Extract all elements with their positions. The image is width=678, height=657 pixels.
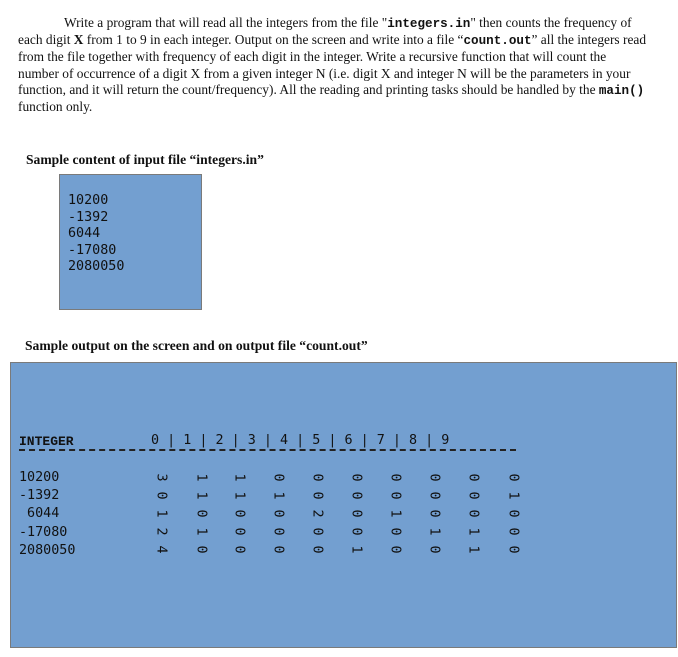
count-cell: 0 bbox=[309, 473, 325, 482]
count-cell: 0 bbox=[505, 545, 521, 554]
count-cell: 0 bbox=[348, 491, 364, 500]
desc-text-4: ” all the integers read from the file together with frequency of each digit in the integer. Write a recursive function that will count the number of occurrence of a digit X from a given integer N (i.e. digit X and integer N will be the parameters in your function, and it will return the count/frequency). All the reading and printing tasks should be handled by the bbox=[18, 32, 647, 97]
count-cell: 1 bbox=[231, 473, 247, 482]
problem-description bbox=[18, 15, 648, 115]
count-cell: 0 bbox=[505, 527, 521, 536]
input-line: -17080 bbox=[68, 242, 117, 258]
row-integer: -1392 bbox=[19, 488, 60, 504]
output-section-heading: Sample output on the screen and on output file “count.out” bbox=[25, 338, 368, 353]
count-cell: 0 bbox=[270, 473, 286, 482]
count-cell: 0 bbox=[153, 491, 169, 500]
digit-x: X bbox=[73, 32, 84, 48]
count-cell: 0 bbox=[426, 473, 442, 482]
count-cell: 0 bbox=[231, 545, 247, 554]
row-integer: 2080050 bbox=[19, 542, 76, 558]
count-cell: 0 bbox=[348, 509, 364, 518]
count-cell: 0 bbox=[348, 527, 364, 536]
input-lines bbox=[68, 193, 124, 276]
desc-text-1: Write a program that will read all the integers from the file " bbox=[64, 15, 388, 30]
count-cell: 0 bbox=[193, 509, 209, 518]
count-cell: 0 bbox=[426, 545, 442, 554]
count-cell: 0 bbox=[309, 491, 325, 500]
desc-text-3: from 1 to 9 in each integer. Output on the screen and write into a file “ bbox=[83, 32, 464, 48]
output-filename: count.out bbox=[463, 34, 532, 49]
dashed-separator bbox=[19, 449, 516, 451]
count-cell: 1 bbox=[426, 527, 442, 536]
input-section-heading: Sample content of input file “integers.in” bbox=[26, 152, 264, 167]
desc-text-5: function only. bbox=[18, 99, 93, 115]
count-cell: 3 bbox=[153, 473, 169, 482]
count-cell: 0 bbox=[270, 509, 286, 518]
count-cell: 0 bbox=[348, 473, 364, 482]
count-cell: 0 bbox=[270, 545, 286, 554]
count-cell: 1 bbox=[270, 491, 286, 500]
count-cell: 0 bbox=[426, 491, 442, 500]
count-cell: 1 bbox=[465, 545, 481, 554]
count-cell: 0 bbox=[309, 527, 325, 536]
count-cell: 0 bbox=[465, 491, 481, 500]
count-cell: 0 bbox=[387, 545, 403, 554]
count-cell: 2 bbox=[153, 527, 169, 536]
integer-column bbox=[19, 469, 75, 560]
count-cell: 1 bbox=[231, 491, 247, 500]
row-integer: -17080 bbox=[19, 524, 68, 540]
main-function-name: main() bbox=[598, 83, 645, 98]
input-line: 2080050 bbox=[68, 259, 125, 275]
integer-column-header: INTEGER bbox=[19, 434, 74, 449]
count-cell: 2 bbox=[309, 509, 325, 518]
count-cell: 1 bbox=[387, 509, 403, 518]
count-cell: 0 bbox=[387, 491, 403, 500]
count-cell: 0 bbox=[465, 509, 481, 518]
input-line: 6044 bbox=[68, 226, 101, 242]
count-cell: 0 bbox=[426, 509, 442, 518]
count-cell: 0 bbox=[270, 527, 286, 536]
input-file-box bbox=[59, 174, 202, 310]
input-line: -1392 bbox=[68, 209, 109, 225]
digit-column-header: 0 | 1 | 2 | 3 | 4 | 5 | 6 | 7 | 8 | 9 bbox=[151, 433, 450, 448]
count-cell: 1 bbox=[465, 527, 481, 536]
count-cell: 1 bbox=[505, 491, 521, 500]
row-integer: 10200 bbox=[19, 470, 60, 485]
count-cell: 0 bbox=[231, 527, 247, 536]
desc-text-2: " then counts the frequency of each digit bbox=[18, 15, 632, 48]
count-cell: 0 bbox=[465, 473, 481, 482]
input-line: 10200 bbox=[68, 193, 109, 208]
count-cell: 0 bbox=[505, 473, 521, 482]
input-filename: integers.in bbox=[387, 17, 471, 31]
count-cell: 1 bbox=[193, 491, 209, 500]
count-cell: 4 bbox=[153, 545, 169, 554]
count-cell: 0 bbox=[387, 473, 403, 482]
count-cell: 0 bbox=[309, 545, 325, 554]
count-cell: 0 bbox=[193, 545, 209, 554]
count-cell: 0 bbox=[387, 527, 403, 536]
count-cell: 1 bbox=[153, 509, 169, 518]
row-integer: 6044 bbox=[19, 506, 60, 522]
output-box bbox=[10, 362, 677, 648]
count-cell: 0 bbox=[231, 509, 247, 518]
count-cell: 1 bbox=[193, 527, 209, 536]
count-cell: 1 bbox=[193, 473, 209, 482]
count-cell: 0 bbox=[505, 509, 521, 518]
count-cell: 1 bbox=[348, 545, 364, 554]
